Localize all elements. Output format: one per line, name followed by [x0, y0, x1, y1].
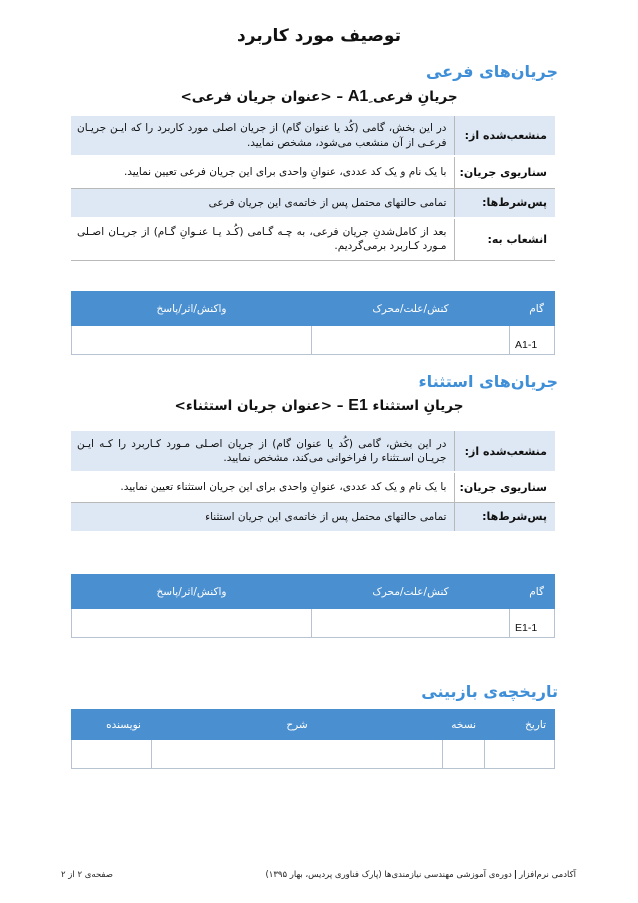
alternate-branched-from-label: منشعب‌شده از:: [455, 116, 555, 156]
exception-steps-table: [71, 574, 555, 638]
alternate-flow-label: جریانِ فرعی ِ: [368, 89, 458, 105]
alternate-return-to-row: [71, 218, 555, 260]
exception-flow-info-table: [71, 431, 555, 533]
alternate-postconditions-text: تمامی حالتهای محتمل پس از خاتمه‌ی این جریان فرعی: [71, 188, 455, 218]
alternate-postconditions-row: [71, 188, 555, 218]
exception-flow-title: [0, 397, 638, 415]
exception-postconditions-text: تمامی حالتهای محتمل پس از خاتمه‌ی این جریان استثناء: [71, 502, 455, 532]
exception-postconditions-row: [71, 502, 555, 532]
action-cell[interactable]: [312, 326, 510, 355]
action-column-header: کنش/علت/محرک: [312, 292, 510, 326]
response-column-header: واکنش/اثر/پاسخ: [72, 575, 312, 609]
document-title: توصیف مورد کاربرد: [237, 26, 401, 46]
version-column-header: نسخه: [443, 710, 485, 740]
footer-course: دوره‌ی آموزشی مهندسی نیازمندی‌ها (پارک فناوری پردیس، بهار ۱۳۹۵): [265, 870, 512, 880]
footer-org: آکادمی نرم‌افزار: [518, 870, 576, 880]
action-column-header: کنش/علت/محرک: [312, 575, 510, 609]
author-cell[interactable]: [72, 740, 152, 769]
exception-scenario-label: سناریوی جریان:: [455, 472, 555, 502]
step-column-header: گام: [510, 575, 555, 609]
alternate-flows-heading: جریان‌های فرعی: [425, 62, 558, 81]
description-column-header: شرح: [151, 710, 442, 740]
footer-course-info: [265, 870, 576, 880]
alternate-flow-title: [0, 88, 638, 106]
exception-flow-suffix: – <عنوان جریان استثناء>: [174, 398, 349, 414]
author-column-header: نویسنده: [72, 710, 152, 740]
alternate-flow-info-table: [71, 116, 555, 261]
exception-branched-from-row: [71, 431, 555, 472]
footer-separator: |: [513, 870, 517, 880]
exception-flows-heading: جریان‌های استثناء: [418, 372, 558, 391]
alternate-postconditions-label: پس‌شرط‌ها:: [455, 188, 555, 218]
footer-page-number: صفحه‌ی ۲ از ۲: [61, 870, 113, 880]
alternate-scenario-row: [71, 156, 555, 188]
revision-history-heading: تاریخچه‌ی بازبینی: [421, 682, 558, 701]
response-cell[interactable]: [72, 326, 312, 355]
alternate-flow-code: A1: [347, 88, 369, 105]
step-cell: E1-1: [510, 609, 555, 638]
alternate-branched-from-row: [71, 116, 555, 156]
exception-steps-header-row: [72, 575, 555, 609]
step-cell: A1-1: [510, 326, 555, 355]
alternate-return-to-label: انشعاب به:: [455, 218, 555, 260]
exception-branched-from-label: منشعب‌شده از:: [455, 431, 555, 472]
date-column-header: تاریخ: [485, 710, 555, 740]
table-row: [72, 326, 555, 355]
version-cell[interactable]: [443, 740, 485, 769]
response-column-header: واکنش/اثر/پاسخ: [72, 292, 312, 326]
exception-flow-code: E1: [348, 397, 368, 414]
exception-scenario-text: با یک نام و یک کد عددی، عنوانِ واحدی برای این جریان استثناء تعیین نمایید.: [71, 472, 455, 502]
exception-scenario-row: [71, 472, 555, 502]
response-cell[interactable]: [72, 609, 312, 638]
alternate-steps-table: [71, 291, 555, 355]
step-column-header: گام: [510, 292, 555, 326]
exception-branched-from-text: در این بخش، گامی (کُد یا عنوان گام) از جریان اصـلی مـورد کـاربرد را کـه ایـن جریـان اسـتثناء را فراخوانی می‌کند، مشخص نمایید.: [71, 431, 455, 472]
alternate-branched-from-text: در این بخش، گامی (کُد یا عنوان گام) از جریان اصلی مورد کاربرد را که ایـن جریـان فرعـی از آن منشعب می‌شود، مشخص نمایید.: [71, 116, 455, 156]
exception-postconditions-label: پس‌شرط‌ها:: [455, 502, 555, 532]
revision-history-table: [71, 709, 555, 769]
alternate-return-to-text: بعد از کامل‌شدنِ جریان فرعی، به چـه گـامی (کُـد یـا عنـوانِ گـام) از جریـان اصـلی مـورد کـاربرد برمی‌گردیم.: [71, 218, 455, 260]
action-cell[interactable]: [312, 609, 510, 638]
description-cell[interactable]: [151, 740, 442, 769]
alternate-scenario-text: با یک نام و یک کد عددی، عنوانِ واحدی برای این جریان فرعی تعیین نمایید.: [71, 156, 455, 188]
table-row: [72, 740, 555, 769]
table-row: [72, 609, 555, 638]
revision-history-header-row: [72, 710, 555, 740]
alternate-flow-suffix: – <عنوان جریان فرعی>: [180, 89, 348, 105]
alternate-steps-header-row: [72, 292, 555, 326]
date-cell[interactable]: [485, 740, 555, 769]
alternate-scenario-label: سناریوی جریان:: [455, 156, 555, 188]
exception-flow-label: جریانِ استثناء: [367, 398, 464, 414]
